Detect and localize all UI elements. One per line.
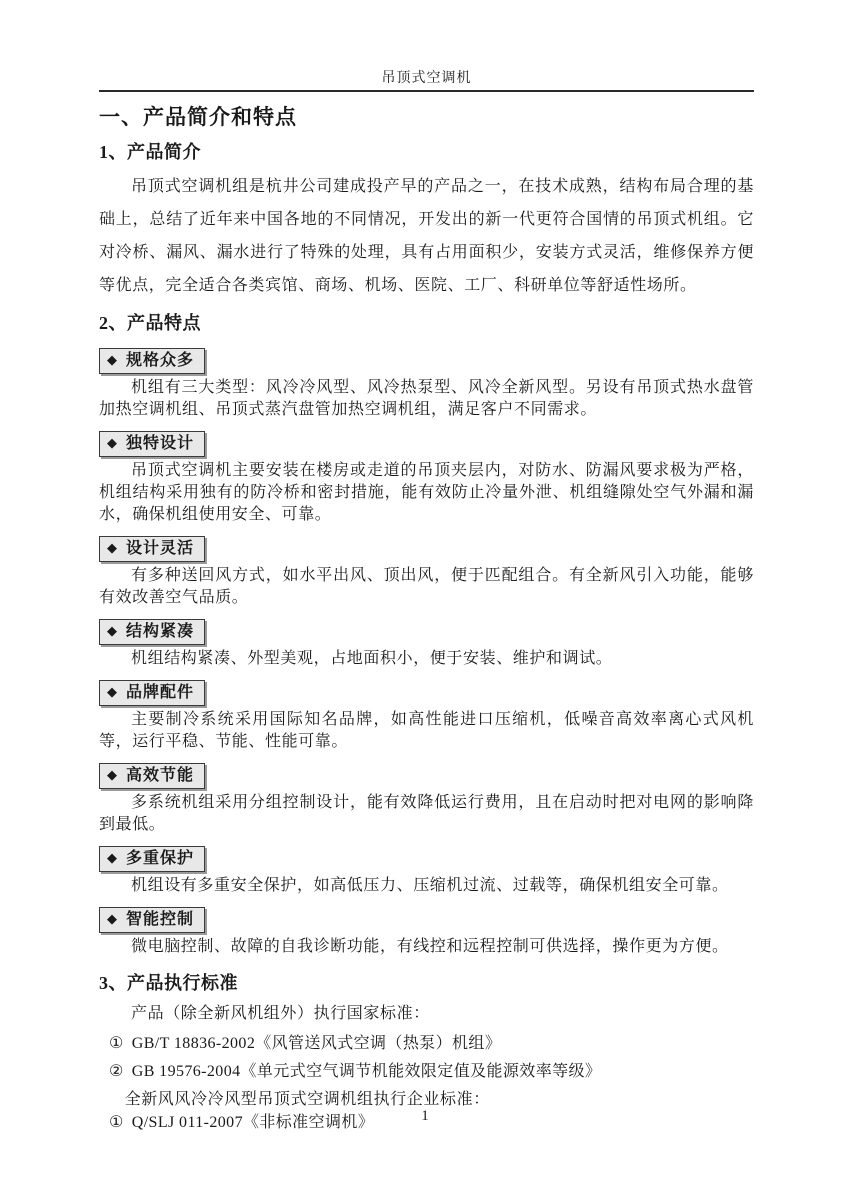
main-heading: 一、产品简介和特点 <box>99 105 297 129</box>
diamond-bullet-icon: ◆ <box>107 850 118 865</box>
feature-paragraph: 有多种送回风方式，如水平出风、顶出风，便于匹配组合。有全新风引入功能，能够有效改善空气品质。 <box>99 567 754 606</box>
page-header <box>99 70 754 92</box>
page-footer <box>0 1108 850 1125</box>
diamond-bullet-icon: ◆ <box>107 911 118 926</box>
feature-paragraph: 微电脑控制、故障的自我诊断功能，有线控和远程控制可供选择，操作更为方便。 <box>131 938 729 955</box>
feature-label: 结构紧凑 <box>126 623 195 640</box>
feature-section <box>99 673 754 753</box>
intro-paragraph: 吊顶式空调机组是杭井公司建成投产早的产品之一，在技术成熟，结构布局合理的基础上，总结了近年来中国各地的不同情况，开发出的新一代更符合国情的吊顶式机组。它对冷桥、漏风、漏水进行了特殊的处理，具有占用面积少，安装方式灵活，维修保养方便等优点，完全适合各类宾馆、商场、机场、医院、工厂、科研单位等舒适性场所。 <box>99 178 754 294</box>
standard-item <box>109 1033 754 1055</box>
feature-label-box <box>99 763 205 789</box>
circled-number: ① <box>109 1035 124 1052</box>
feature-label-box <box>99 431 205 457</box>
feature-label: 设计灵活 <box>126 540 195 557</box>
diamond-bullet-icon: ◆ <box>107 684 118 699</box>
features-heading: 2、产品特点 <box>99 313 201 333</box>
feature-label-box <box>99 619 205 645</box>
enterprise-standards-intro: 全新风风冷冷风型吊顶式空调机组执行企业标准： <box>124 1091 490 1108</box>
feature-section <box>99 839 754 897</box>
feature-section <box>99 612 754 670</box>
standards-heading: 3、产品执行标准 <box>99 973 238 993</box>
feature-paragraph: 机组有三大类型：风冷冷风型、风冷热泵型、风冷全新风型。另设有吊顶式热水盘管加热空调机组、吊顶式蒸汽盘管加热空调机组，满足客户不同需求。 <box>99 379 754 418</box>
diamond-bullet-icon: ◆ <box>107 435 118 450</box>
feature-label: 智能控制 <box>126 911 195 928</box>
feature-label: 规格众多 <box>126 352 195 369</box>
diamond-bullet-icon: ◆ <box>107 623 118 638</box>
feature-section <box>99 900 754 958</box>
feature-paragraph: 主要制冷系统采用国际知名品牌，如高性能进口压缩机，低噪音高效率离心式风机等，运行平稳、节能、性能可靠。 <box>99 711 754 750</box>
feature-label: 品牌配件 <box>126 684 195 701</box>
feature-label-box <box>99 907 205 933</box>
standard-item <box>109 1061 754 1083</box>
diamond-bullet-icon: ◆ <box>107 540 118 555</box>
standard-text: GB 19576-2004《单元式空气调节机能效限定值及能源效率等级》 <box>131 1063 602 1080</box>
national-standards-intro: 产品（除全新风机组外）执行国家标准： <box>131 1005 430 1022</box>
diamond-bullet-icon: ◆ <box>107 352 118 367</box>
feature-label-box <box>99 680 205 706</box>
feature-paragraph: 吊顶式空调机主要安装在楼房或走道的吊顶夹层内，对防水、防漏风要求极为严格，机组结构采用独有的防冷桥和密封措施，能有效防止冷量外泄、机组缝隙处空气外漏和漏水，确保机组使用安全、可靠。 <box>99 462 754 523</box>
header-title: 吊顶式空调机 <box>381 71 472 86</box>
feature-label: 独特设计 <box>126 435 195 452</box>
circled-number: ② <box>109 1063 124 1080</box>
features-list <box>99 341 754 958</box>
feature-label-box <box>99 348 205 374</box>
feature-label-box <box>99 536 205 562</box>
standard-text: Q/SLJ 011-2007《非标准空调机》 <box>131 1114 375 1131</box>
national-standards-list <box>99 1033 754 1083</box>
feature-section <box>99 424 754 526</box>
standard-text: GB/T 18836-2002《风管送风式空调（热泵）机组》 <box>131 1035 502 1052</box>
feature-label-box <box>99 846 205 872</box>
feature-section <box>99 756 754 836</box>
feature-paragraph: 多系统机组采用分组控制设计，能有效降低运行费用，且在启动时把对电网的影响降到最低。 <box>99 794 754 833</box>
diamond-bullet-icon: ◆ <box>107 767 118 782</box>
feature-paragraph: 机组设有多重安全保护，如高低压力、压缩机过流、过载等，确保机组安全可靠。 <box>131 877 729 894</box>
feature-section <box>99 529 754 609</box>
feature-section <box>99 341 754 421</box>
intro-heading: 1、产品简介 <box>99 142 201 162</box>
circled-number: ① <box>109 1114 124 1131</box>
feature-label: 高效节能 <box>126 767 195 784</box>
feature-label: 多重保护 <box>126 850 195 867</box>
page-number: 1 <box>421 1108 429 1124</box>
feature-paragraph: 机组结构紧凑、外型美观，占地面积小，便于安装、维护和调试。 <box>131 650 613 667</box>
